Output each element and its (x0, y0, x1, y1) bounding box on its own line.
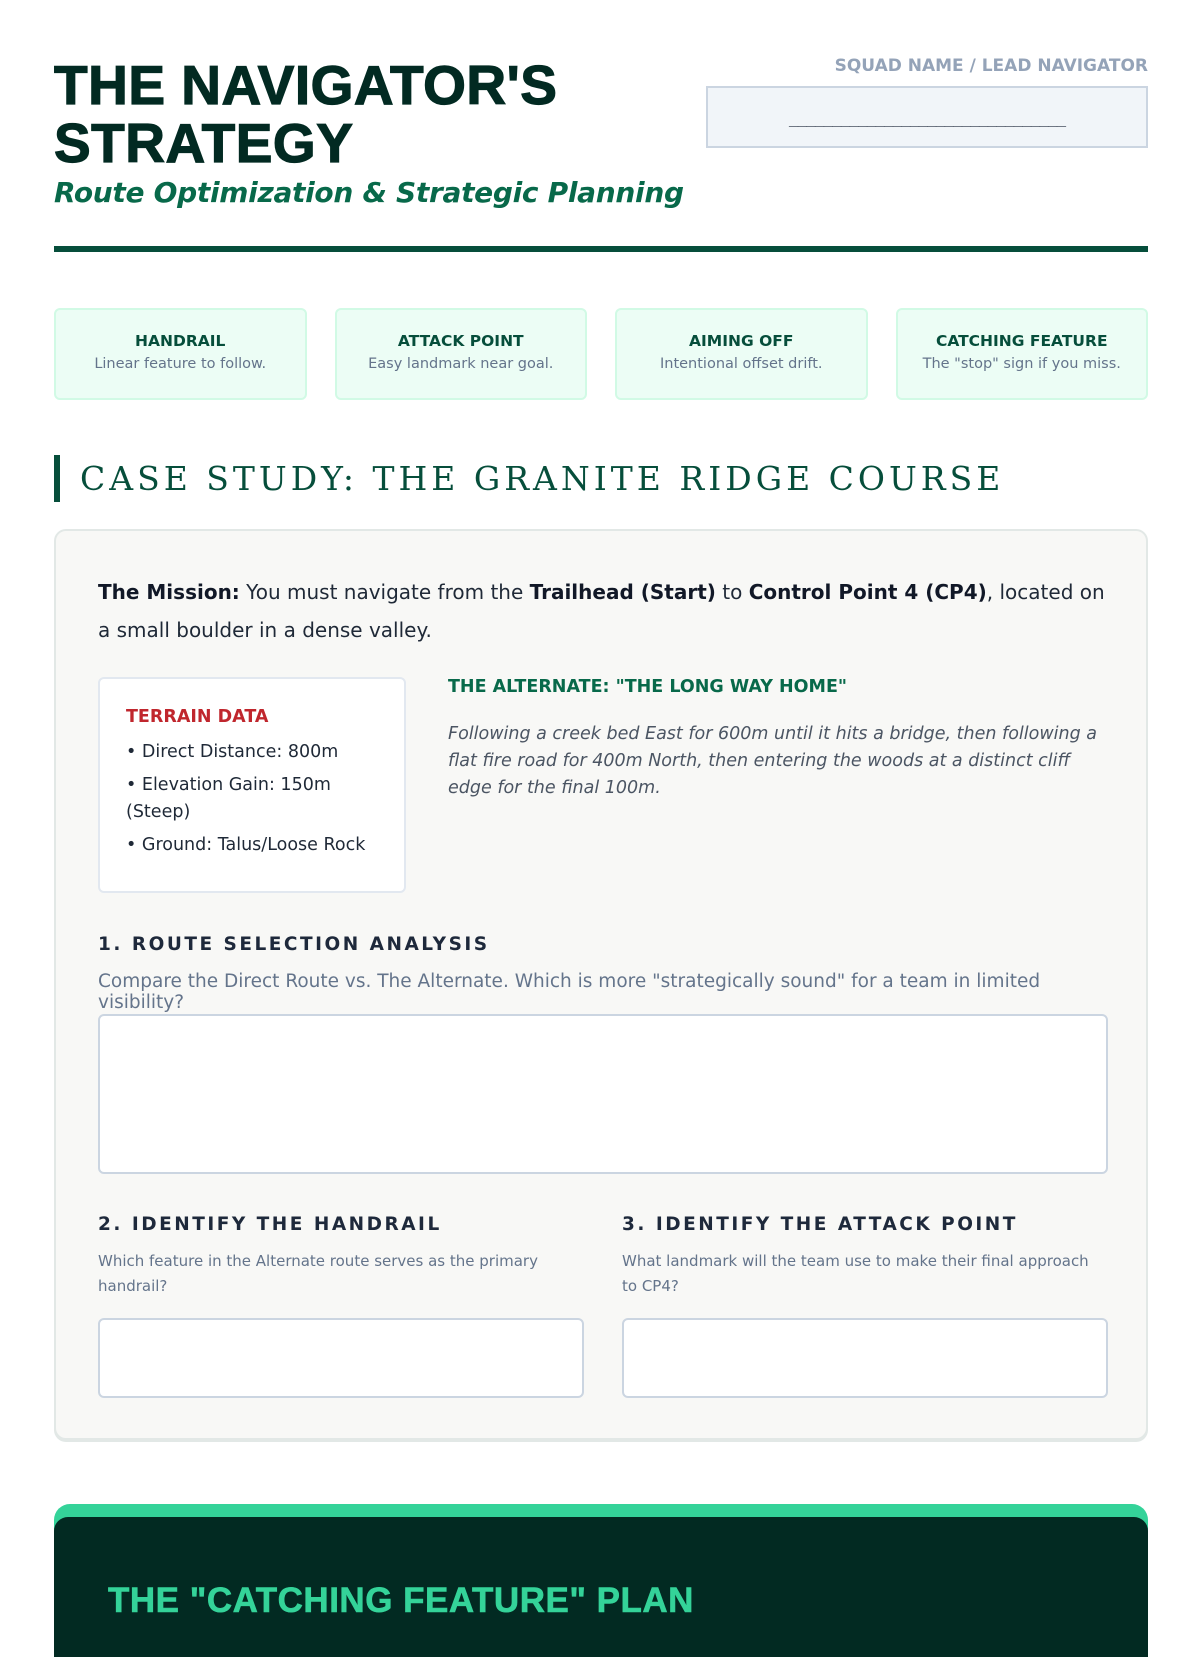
terrain-item-distance: • Direct Distance: 800m (126, 742, 339, 762)
mission-goal: Control Point 4 (CP4) (748, 580, 987, 604)
question-route-selection (98, 934, 1108, 1013)
squad-name-input[interactable] (706, 86, 1148, 148)
concept-card-desc: Intentional offset drift. (659, 356, 823, 372)
squad-name-label: SQUAD NAME / LEAD NAVIGATOR (834, 56, 1148, 76)
concept-card-catching-feature (896, 308, 1149, 400)
mission-text (98, 573, 1108, 649)
mission-text-part: , located on a small boulder in a dense valley. (98, 580, 1105, 642)
attack-point-answer-input[interactable] (622, 1318, 1108, 1398)
header-divider (54, 246, 1148, 252)
catching-feature-plan-panel (54, 1504, 1148, 1644)
route-selection-answer-textarea[interactable] (98, 1014, 1108, 1174)
terrain-item-elevation: • Elevation Gain: 150m (Steep) (126, 775, 331, 822)
case-study-title: CASE STUDY: THE GRANITE RIDGE COURSE (80, 459, 1005, 498)
page-title: THE NAVIGATOR'S STRATEGY (54, 54, 558, 174)
alternate-route-title: THE ALTERNATE: "THE LONG WAY HOME" (448, 677, 848, 697)
concept-cards (54, 308, 1148, 400)
terrain-item-ground: • Ground: Talus/Loose Rock (126, 835, 366, 855)
terrain-data-box (98, 677, 406, 893)
concept-card-desc: Easy landmark near goal. (368, 356, 554, 372)
squad-name-field-group (706, 56, 1148, 148)
plan-title: THE "CATCHING FEATURE" PLAN (108, 1581, 694, 1620)
concept-card-attack-point (335, 308, 588, 400)
handrail-answer-input[interactable] (98, 1318, 584, 1398)
question-prompt: Compare the Direct Route vs. The Alternate. Which is more "strategically sound" for a team in limited visibility? (98, 971, 1041, 1013)
question-title: 3. IDENTIFY THE ATTACK POINT (622, 1214, 1018, 1235)
concept-card-title: HANDRAIL (135, 332, 226, 350)
concept-card-title: ATTACK POINT (397, 332, 524, 350)
question-title: 2. IDENTIFY THE HANDRAIL (98, 1214, 442, 1235)
question-title: 1. ROUTE SELECTION ANALYSIS (98, 934, 490, 955)
plan-panel-body (54, 1517, 1148, 1657)
question-attack-point (622, 1214, 1108, 1299)
question-handrail (98, 1214, 584, 1299)
case-study-panel (54, 529, 1148, 1440)
concept-card-title: CATCHING FEATURE (935, 332, 1108, 350)
squad-name-blank: ________________________________ (788, 107, 1066, 127)
question-prompt: Which feature in the Alternate route serves as the primary handrail? (98, 1252, 538, 1295)
concept-card-aiming-off (615, 308, 868, 400)
concept-card-title: AIMING OFF (689, 332, 794, 350)
page-subtitle: Route Optimization & Strategic Planning (54, 176, 684, 209)
concept-card-desc: The "stop" sign if you miss. (922, 356, 1121, 372)
mission-start: Trailhead (Start) (529, 580, 716, 604)
concept-card-handrail (54, 308, 307, 400)
concept-card-desc: Linear feature to follow. (94, 356, 267, 372)
mission-label: The Mission: (98, 580, 240, 604)
question-prompt: What landmark will the team use to make their final approach to CP4? (622, 1252, 1089, 1295)
alternate-route (448, 677, 1098, 802)
alternate-route-description: Following a creek bed East for 600m until it hits a bridge, then following a flat fire road for 400m North, then entering the woods at a distinct cliff edge for the final 100m. (448, 724, 1097, 798)
case-study-heading (54, 455, 1004, 502)
mission-text-part: You must navigate from the (239, 580, 530, 604)
terrain-data-title: TERRAIN DATA (126, 707, 269, 727)
mission-text-part: to (715, 580, 749, 604)
